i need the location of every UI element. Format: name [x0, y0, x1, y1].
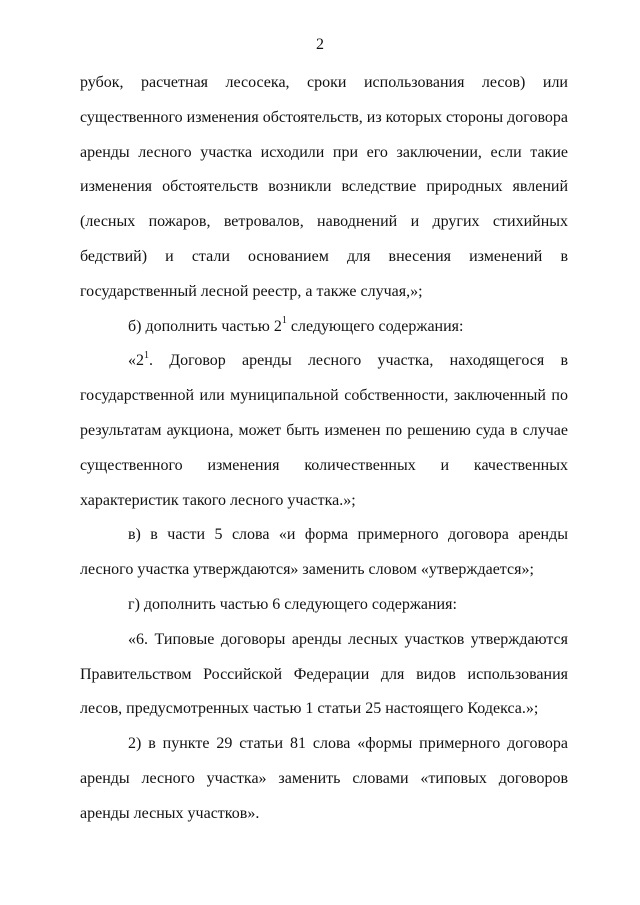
paragraph-continuation: рубок, расчетная лесосека, сроки использования лесов) или существенного изменения обстоятельств, из которых стороны договора аренды лесного участка исходили при его заключении, если такие изменения обстоятельств возникли вследствие природных явлений (лесных пожаров, ветровалов, наводнений и других стихийных бедствий) и стали основанием для внесения изменений в государственный лесной реестр, а также случая,»;: [80, 74, 568, 300]
paragraph-part-2-1-text: . Договор аренды лесного участка, находящегося в государственной или муниципальной собственности, заключенный по результатам аукциона, может быть изменен по решению суда в случае существенного изменения количественных и качественных характеристик такого лесного участка.»;: [80, 352, 568, 509]
paragraph-item-2: 2) в пункте 29 статьи 81 слова «формы примерного договора аренды лесного участка» заменить словами «типовых договоров аренды лесных участков».: [80, 735, 568, 822]
paragraph-b-text-end: следующего содержания:: [286, 317, 464, 335]
page-number: 2: [316, 36, 324, 53]
paragraph-b-text: б) дополнить частью 2: [128, 317, 282, 335]
paragraph-b-superscript: 1: [281, 315, 287, 327]
paragraph-b: [80, 310, 568, 345]
document-body: [80, 66, 568, 832]
paragraph-v: в) в части 5 слова «и форма примерного договора аренды лесного участка утверждаются» заменить словом «утверждается»;: [80, 526, 568, 579]
paragraph-g: г) дополнить частью 6 следующего содержания:: [128, 595, 457, 613]
paragraph-part-2-1-start: «2: [128, 352, 144, 370]
paragraph-part-2-1-superscript: 1: [144, 350, 149, 362]
paragraph-part-2-1: [80, 344, 568, 518]
paragraph-part-6: «6. Типовые договоры аренды лесных участков утверждаются Правительством Российской Федерации для видов использования лесов, предусмотренных частью 1 статьи 25 настоящего Кодекса.»;: [80, 630, 568, 718]
